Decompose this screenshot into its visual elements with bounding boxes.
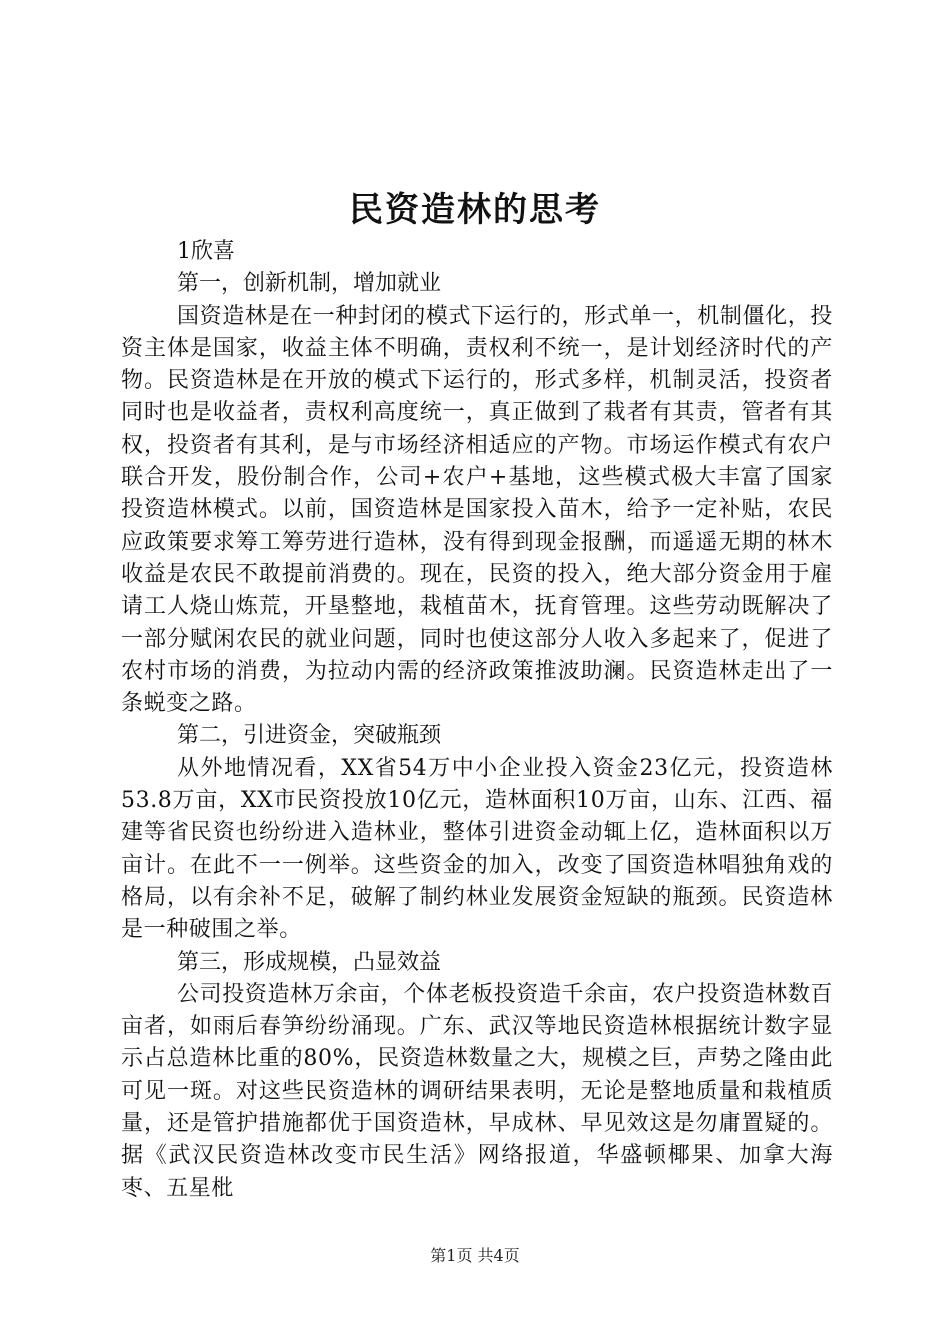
section-heading-3: 第三，形成规模，凸显效益 (177, 949, 442, 975)
section-paragraph-1: 国资造林是在一种封闭的模式下运行的，形式单一，机制僵化，投资主体是国家，收益主体不明确，责权利不统一，是计划经济时代的产物。民资造林是在开放的模式下运行的，形式多样，机制灵活，投资者同时也是收益者，责权利高度统一，真正做到了栽者有其责，管者有其权，投资者有其利，是与市场经济相适应的产物。市场运作模式有农户联合开发，股份制合作，公司+农户+基地，这些模式极大丰富了国家投资造林模式。以前，国资造林是国家投入苗木，给予一定补贴，农民应政策要求筹工筹劳进行造林，没有得到现金报酬，而遥遥无期的林木收益是农民不敢提前消费的。现在，民资的投入，绝大部分资金用于雇请工人烧山炼荒，开垦整地，栽植苗木，抚育管理。这些劳动既解决了一部分赋闲农民的就业问题，同时也使这部分人收入多起来了，促进了农村市场的消费，为拉动内需的经济政策推波助澜。民资造林走出了一条蜕变之路。 (121, 303, 833, 717)
author-line: 1欣喜 (177, 239, 235, 264)
section-heading-1: 第一，创新机制，增加就业 (177, 271, 442, 297)
section-paragraph-2: 从外地情况看，XX省54万中小企业投入资金23亿元，投资造林53.8万亩，XX市民资投放10亿元，造林面积10万亩，山东、江西、福建等省民资也纷纷进入造林业，整体引进资金动辄上亿，造林面积以万亩计。在此不一一例举。这些资金的加入，改变了国资造林唱独角戏的格局，以有余补不足，破解了制约林业发展资金短缺的瓶颈。民资造林是一种破围之举。 (121, 755, 833, 943)
page-footer: 第1页 共4页 (430, 1246, 520, 1265)
section-paragraph-3: 公司投资造林万余亩，个体老板投资造千余亩，农户投资造林数百亩者，如雨后春笋纷纷涌现。广东、武汉等地民资造林根据统计数字显示占总造林比重的80%，民资造林数量之大，规模之巨，声势之隆由此可见一斑。对这些民资造林的调研结果表明，无论是整地质量和栽植质量，还是管护措施都优于国资造林，早成林、早见效这是勿庸置疑的。据《武汉民资造林改变市民生活》网络报道，华盛顿椰果、加拿大海枣、五星枇 (121, 981, 833, 1201)
section-heading-2: 第二，引进资金，突破瓶颈 (177, 723, 442, 749)
document-title: 民资造林的思考 (349, 190, 601, 230)
document-body (121, 236, 833, 1205)
